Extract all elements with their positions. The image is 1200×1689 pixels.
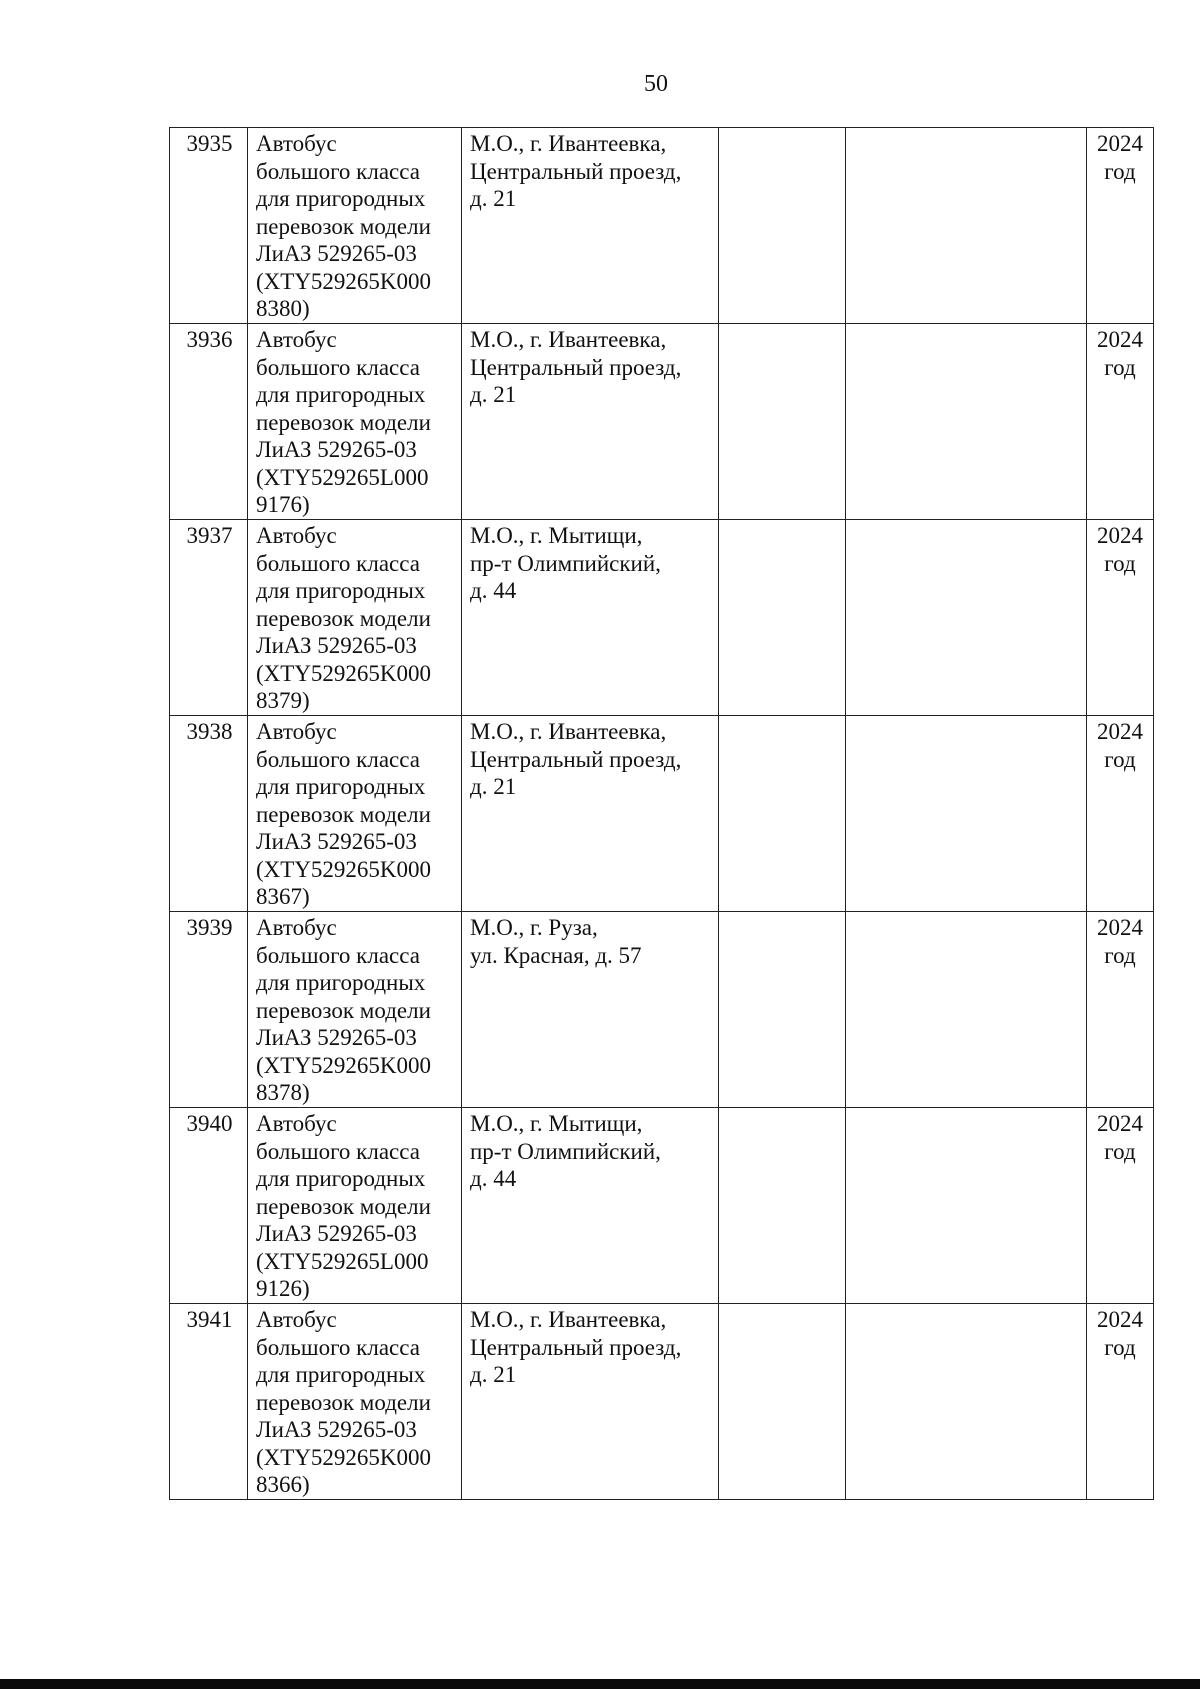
vehicle-name-cell	[248, 1108, 462, 1304]
column-5-cell	[846, 324, 1087, 520]
row-number-cell: 3937	[170, 520, 248, 716]
vehicle-name-line: для пригородных	[256, 970, 426, 995]
vehicle-name-line: большого класса	[256, 1334, 420, 1360]
year-line: 2024	[1097, 327, 1143, 352]
address-line: ул. Красная, д. 57	[470, 942, 642, 968]
vehicle-name-line: ЛиАЗ 529265-03	[256, 633, 417, 658]
vehicle-name-cell	[248, 520, 462, 716]
year-line: год	[1104, 1138, 1136, 1164]
address-cell	[462, 912, 719, 1108]
year-cell	[1087, 324, 1154, 520]
column-4-cell	[719, 128, 846, 324]
year-line: год	[1104, 746, 1136, 772]
column-5-cell	[846, 520, 1087, 716]
vehicle-name-line: 8366)	[256, 1472, 310, 1497]
table-row	[170, 912, 1154, 1108]
address-line: М.О., г. Ивантеевка,	[470, 131, 667, 156]
vehicle-name-line: 8378)	[256, 1080, 310, 1105]
vehicle-name-line: ЛиАЗ 529265-03	[256, 1417, 417, 1442]
vehicle-name-line: большого класса	[256, 942, 420, 968]
vehicle-name-line: 8379)	[256, 688, 310, 713]
table-row	[170, 324, 1154, 520]
row-number-cell: 3936	[170, 324, 248, 520]
vehicle-name-line: для пригородных	[256, 186, 426, 211]
vehicle-name-line: Автобус	[256, 523, 337, 548]
vehicle-name-line: 9176)	[256, 492, 310, 517]
vehicle-name-line: Автобус	[256, 915, 337, 940]
vehicle-name-line: большого класса	[256, 354, 420, 380]
address-cell	[462, 1108, 719, 1304]
address-line: Центральный проезд,	[470, 158, 682, 184]
year-line: 2024	[1097, 1307, 1143, 1332]
row-number-cell: 3939	[170, 912, 248, 1108]
vehicle-name-line: 9126)	[256, 1276, 310, 1301]
vehicle-table	[169, 127, 1154, 1500]
column-4-cell	[719, 912, 846, 1108]
year-line: год	[1104, 354, 1136, 380]
column-4-cell	[719, 1108, 846, 1304]
vehicle-name-line: для пригородных	[256, 1166, 426, 1191]
column-4-cell	[719, 716, 846, 912]
vehicle-name-line: большого класса	[256, 550, 420, 576]
table-row	[170, 1304, 1154, 1500]
vehicle-name-line: Автобус	[256, 131, 337, 156]
vehicle-name-line: перевозок модели	[256, 801, 431, 827]
year-cell	[1087, 1108, 1154, 1304]
address-line: Центральный проезд,	[470, 746, 682, 772]
address-line: М.О., г. Руза,	[470, 915, 598, 940]
vehicle-name-cell	[248, 1304, 462, 1500]
year-line: год	[1104, 1334, 1136, 1360]
vehicle-name-line: ЛиАЗ 529265-03	[256, 1221, 417, 1246]
vehicle-name-cell	[248, 716, 462, 912]
address-line: М.О., г. Ивантеевка,	[470, 719, 667, 744]
year-line: 2024	[1097, 131, 1143, 156]
column-5-cell	[846, 912, 1087, 1108]
address-cell	[462, 324, 719, 520]
address-line: М.О., г. Мытищи,	[470, 1111, 643, 1136]
row-number-cell: 3941	[170, 1304, 248, 1500]
year-cell	[1087, 716, 1154, 912]
vehicle-name-line: ЛиАЗ 529265-03	[256, 241, 417, 266]
table-row	[170, 1108, 1154, 1304]
vehicle-name-line: перевозок модели	[256, 409, 431, 435]
vehicle-name-line: 8380)	[256, 296, 310, 321]
address-line: Центральный проезд,	[470, 1334, 682, 1360]
vehicle-name-line: большого класса	[256, 1138, 420, 1164]
vehicle-name-line: (XTY529265K000	[256, 660, 432, 686]
address-line: д. 21	[470, 1362, 517, 1387]
vehicle-name-cell	[248, 128, 462, 324]
page-number: 50	[644, 71, 668, 97]
address-line: д. 44	[470, 578, 517, 603]
vehicle-name-line: перевозок модели	[256, 997, 431, 1023]
vehicle-name-line: для пригородных	[256, 578, 426, 603]
year-line: год	[1104, 942, 1136, 968]
address-cell	[462, 716, 719, 912]
address-line: д. 21	[470, 186, 517, 211]
vehicle-name-line: ЛиАЗ 529265-03	[256, 829, 417, 854]
column-5-cell	[846, 1108, 1087, 1304]
vehicle-name-line: большого класса	[256, 158, 420, 184]
vehicle-name-line: ЛиАЗ 529265-03	[256, 1025, 417, 1050]
column-4-cell	[719, 520, 846, 716]
year-cell	[1087, 520, 1154, 716]
vehicle-name-line: (XTY529265K000	[256, 268, 432, 294]
vehicle-name-line: (XTY529265K000	[256, 856, 432, 882]
table-row	[170, 520, 1154, 716]
vehicle-name-line: (XTY529265L000	[256, 464, 429, 490]
address-line: Центральный проезд,	[470, 354, 682, 380]
vehicle-name-line: большого класса	[256, 746, 420, 772]
vehicle-name-line: 8367)	[256, 884, 310, 909]
address-line: пр-т Олимпийский,	[470, 550, 661, 576]
address-line: М.О., г. Ивантеевка,	[470, 327, 667, 352]
vehicle-name-line: (XTY529265K000	[256, 1444, 432, 1470]
column-4-cell	[719, 324, 846, 520]
vehicle-name-line: для пригородных	[256, 1362, 426, 1387]
year-cell	[1087, 128, 1154, 324]
vehicle-name-line: Автобус	[256, 1111, 337, 1136]
address-cell	[462, 520, 719, 716]
table-row	[170, 128, 1154, 324]
address-line: д. 44	[470, 1166, 517, 1191]
year-line: 2024	[1097, 523, 1143, 548]
vehicle-name-line: Автобус	[256, 327, 337, 352]
column-5-cell	[846, 716, 1087, 912]
scan-edge-bar	[0, 1679, 1200, 1689]
row-number-cell: 3938	[170, 716, 248, 912]
vehicle-name-line: перевозок модели	[256, 213, 431, 239]
vehicle-name-line: для пригородных	[256, 774, 426, 799]
table-body	[170, 128, 1154, 1500]
column-4-cell	[719, 1304, 846, 1500]
year-line: 2024	[1097, 915, 1143, 940]
vehicle-name-cell	[248, 324, 462, 520]
vehicle-name-line: для пригородных	[256, 382, 426, 407]
row-number-cell: 3940	[170, 1108, 248, 1304]
vehicle-name-line: перевозок модели	[256, 605, 431, 631]
vehicle-name-line: перевозок модели	[256, 1193, 431, 1219]
vehicle-name-line: Автобус	[256, 1307, 337, 1332]
vehicle-name-line: Автобус	[256, 719, 337, 744]
address-cell	[462, 128, 719, 324]
vehicle-name-line: (XTY529265K000	[256, 1052, 432, 1078]
vehicle-name-line: перевозок модели	[256, 1389, 431, 1415]
column-5-cell	[846, 1304, 1087, 1500]
column-5-cell	[846, 128, 1087, 324]
year-line: 2024	[1097, 719, 1143, 744]
address-line: М.О., г. Ивантеевка,	[470, 1307, 667, 1332]
year-line: 2024	[1097, 1111, 1143, 1136]
year-line: год	[1104, 550, 1136, 576]
row-number-cell: 3935	[170, 128, 248, 324]
year-cell	[1087, 1304, 1154, 1500]
table-row	[170, 716, 1154, 912]
address-cell	[462, 1304, 719, 1500]
vehicle-name-line: ЛиАЗ 529265-03	[256, 437, 417, 462]
year-cell	[1087, 912, 1154, 1108]
address-line: М.О., г. Мытищи,	[470, 523, 643, 548]
address-line: д. 21	[470, 774, 517, 799]
address-line: д. 21	[470, 382, 517, 407]
vehicle-name-cell	[248, 912, 462, 1108]
address-line: пр-т Олимпийский,	[470, 1138, 661, 1164]
year-line: год	[1104, 158, 1136, 184]
vehicle-name-line: (XTY529265L000	[256, 1248, 429, 1274]
